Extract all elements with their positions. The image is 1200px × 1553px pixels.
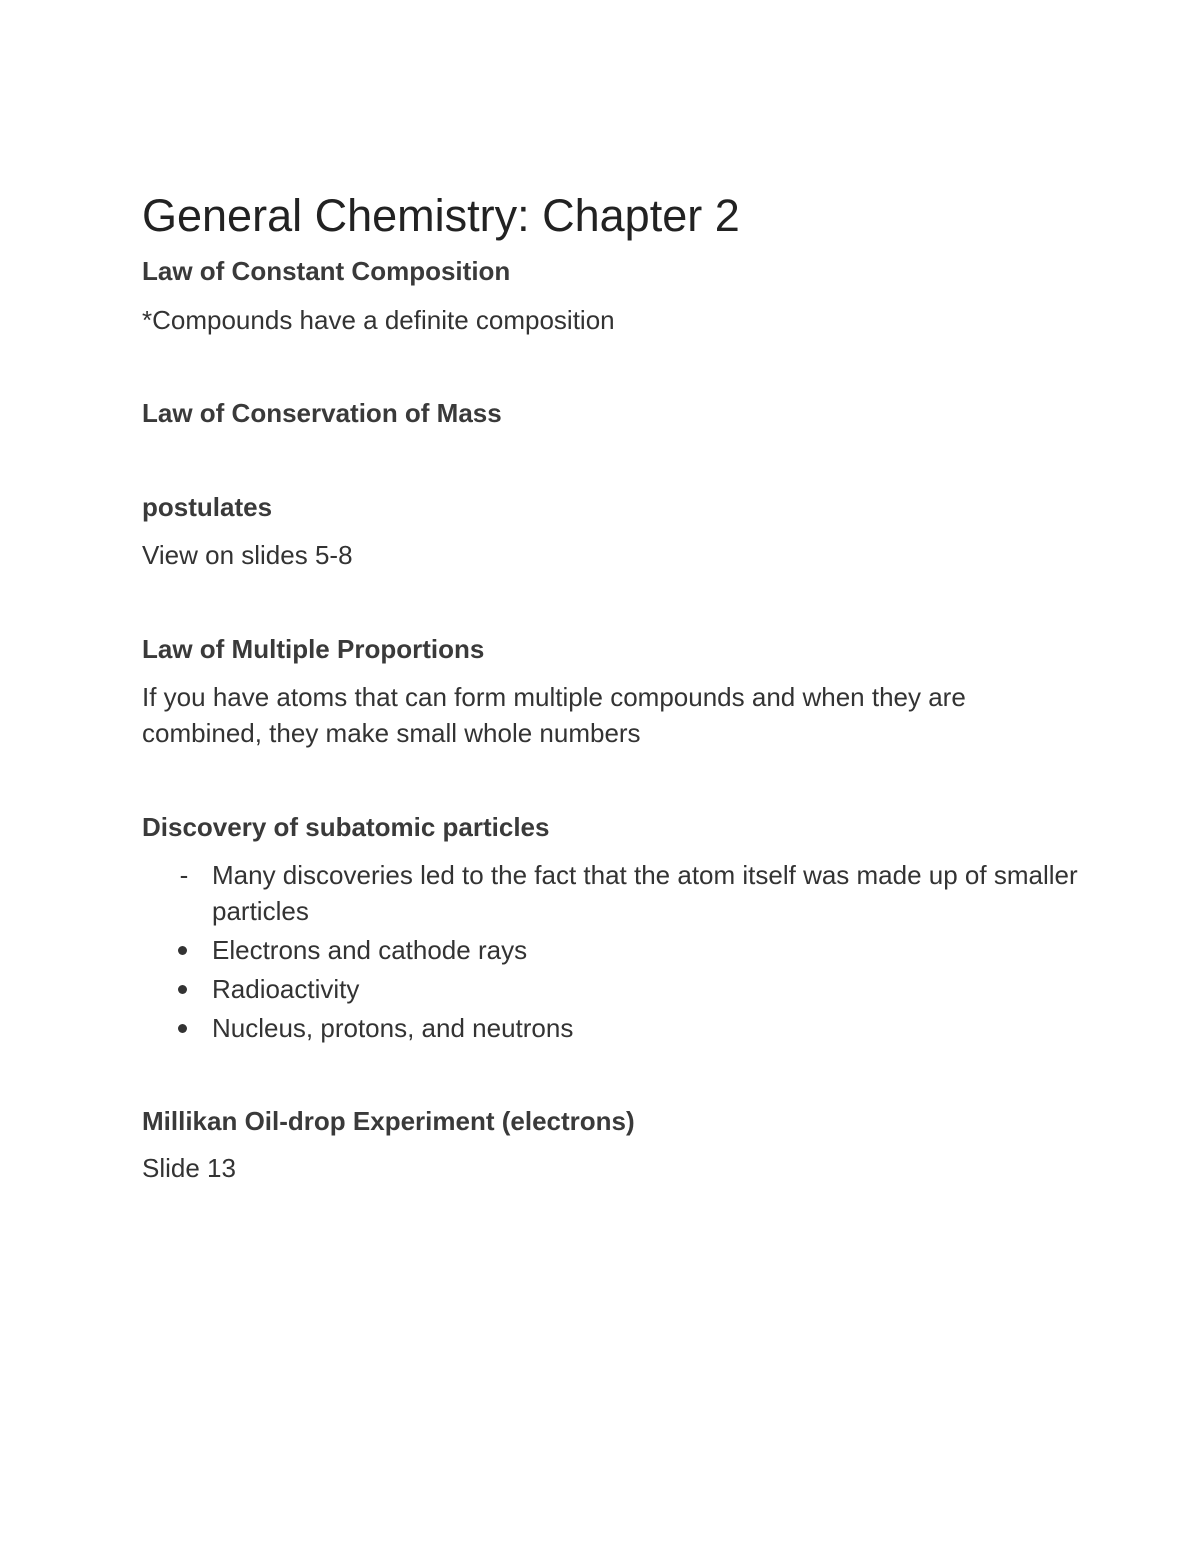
list-item-text: Nucleus, protons, and neutrons	[212, 1013, 574, 1043]
list-item	[142, 1010, 1082, 1046]
heading-law-constant-composition: Law of Constant Composition	[142, 256, 511, 286]
list-item-text: Electrons and cathode rays	[212, 935, 528, 965]
list-item	[142, 857, 1082, 929]
list-item-text: Radioactivity	[212, 974, 360, 1004]
bullet-icon	[178, 985, 187, 994]
bullet-icon	[178, 946, 187, 955]
list-item-text: Many discoveries led to the fact that the atom itself was made up of smaller particles	[212, 860, 1078, 926]
text-multiple-proportions: If you have atoms that can form multiple compounds and when they are combined, they make small whole numbers	[142, 682, 966, 748]
heading-discovery-subatomic: Discovery of subatomic particles	[142, 812, 550, 842]
text-slide-13: Slide 13	[142, 1153, 236, 1183]
heading-millikan-experiment: Millikan Oil-drop Experiment (electrons)	[142, 1106, 635, 1136]
dash-marker: -	[179, 860, 189, 890]
text-view-slides: View on slides 5-8	[142, 540, 353, 570]
heading-law-conservation-mass: Law of Conservation of Mass	[142, 398, 502, 428]
text-compounds-definite: *Compounds have a definite composition	[142, 305, 615, 335]
page-title: General Chemistry: Chapter 2	[142, 190, 740, 241]
list-item	[142, 971, 1082, 1007]
list-item	[142, 932, 1082, 968]
bullet-icon	[178, 1024, 187, 1033]
heading-postulates: postulates	[142, 492, 273, 522]
subatomic-list	[142, 857, 1082, 1049]
heading-law-multiple-proportions: Law of Multiple Proportions	[142, 634, 485, 664]
